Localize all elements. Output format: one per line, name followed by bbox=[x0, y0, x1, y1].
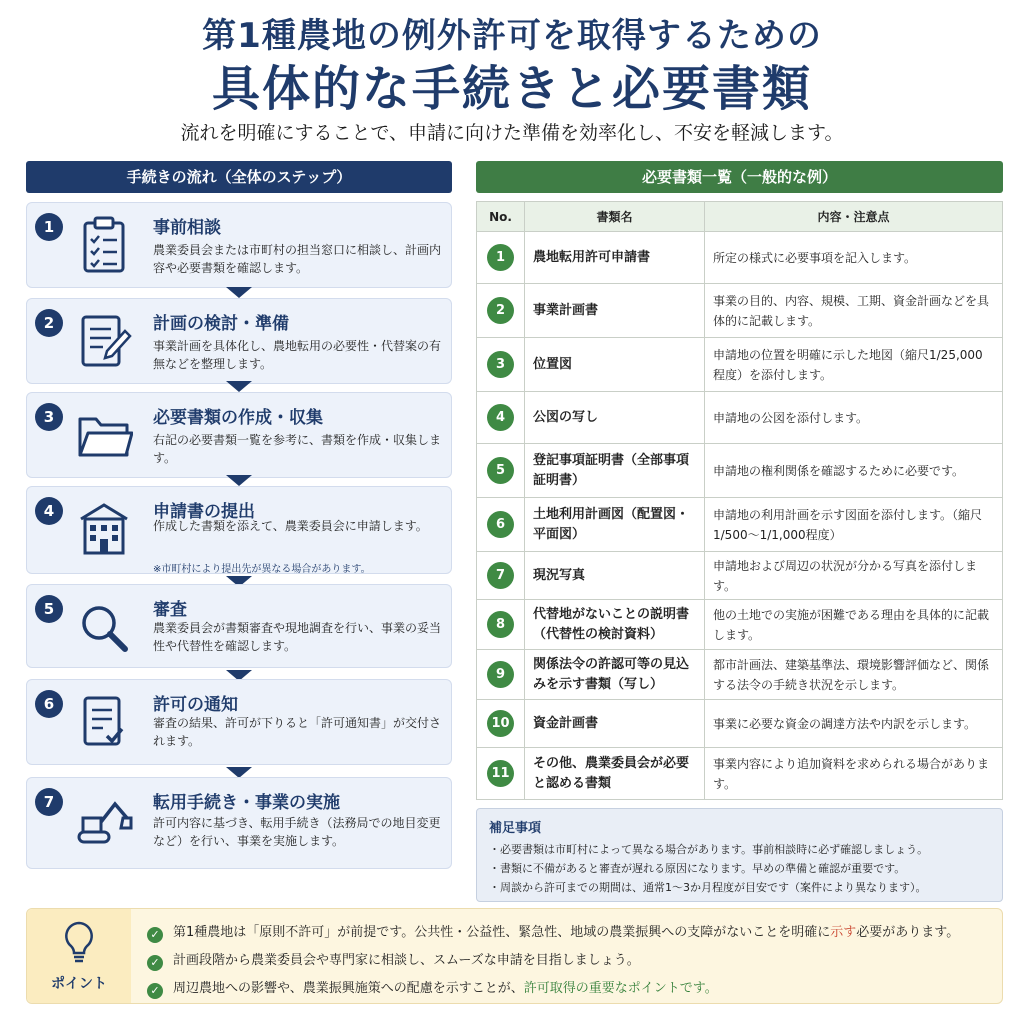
steps-heading: 手続きの流れ（全体のステップ） bbox=[26, 161, 452, 193]
step-title: 許可の通知 bbox=[153, 695, 238, 715]
point-text: 計画段階から農業委員会や専門家に相談し、スムーズな申請を目指しましょう。 bbox=[173, 953, 640, 968]
subtitle: 流れを明確にすることで、申請に向けた準備を効率化し、不安を軽減します。 bbox=[180, 122, 844, 144]
column-header: 書類名 bbox=[525, 202, 705, 232]
doc-description: 事業に必要な資金の調達方法や内訳を示します。 bbox=[705, 700, 1003, 748]
docs-heading: 必要書類一覧（一般的な例） bbox=[476, 161, 1003, 193]
doc-name: 位置図 bbox=[525, 338, 705, 392]
step-note: ※市町村により提出先が異なる場合があります。 bbox=[153, 564, 371, 575]
row-number: 8 bbox=[487, 611, 514, 638]
step-title: 事前相談 bbox=[153, 218, 221, 238]
table-row bbox=[477, 338, 1003, 392]
check-icon: ✓ bbox=[147, 983, 163, 999]
point-side bbox=[27, 909, 131, 1003]
doc-description: 申請地の位置を明確に示した地図（縮尺1/25,000程度）を添付します。 bbox=[705, 338, 1003, 392]
docs-table bbox=[476, 201, 1003, 800]
row-number: 6 bbox=[487, 511, 514, 538]
step-number: 4 bbox=[35, 497, 63, 525]
step-title: 転用手続き・事業の実施 bbox=[153, 793, 340, 813]
step-4 bbox=[26, 486, 452, 574]
row-number: 4 bbox=[487, 404, 514, 431]
clipboard-icon bbox=[75, 215, 133, 275]
point-text: 第1種農地は「原則不許可」が前提です。公共性・公益性、緊急性、地域の農業振興への支障がないことを明確に bbox=[173, 925, 831, 940]
step-title: 申請書の提出 bbox=[153, 502, 255, 522]
folder-icon bbox=[75, 405, 133, 465]
step-description: 許可内容に基づき、転用手続き（法務局での地目変更など）を行い、事業を実施します。 bbox=[153, 816, 441, 848]
step-description: 審査の結果、許可が下りると「許可通知書」が交付されます。 bbox=[153, 716, 442, 748]
point-text: 周辺農地への影響や、農業振興施策への配慮を示すことが、 bbox=[173, 981, 524, 996]
step-title: 審査 bbox=[153, 600, 187, 620]
step-description: 農業委員会または市町村の担当窓口に相談し、計画内容や必要書類を確認します。 bbox=[153, 243, 442, 275]
doc-description: 都市計画法、建築基準法、環境影響評価など、関係する法令の手続き状況を示します。 bbox=[705, 650, 1003, 700]
step-description: 作成した書類を添えて、農業委員会に申請します。 bbox=[153, 519, 428, 533]
row-number: 5 bbox=[487, 457, 514, 484]
doc-name: 土地利用計画図（配置図・平面図） bbox=[525, 498, 705, 552]
row-number: 1 bbox=[487, 244, 514, 271]
doc-description: 申請地の公図を添付します。 bbox=[705, 392, 1003, 444]
supplement-line: ・必要書類は市町村によって異なる場合があります。事前相談時に必ず確認しましょう。 bbox=[489, 843, 929, 856]
step-5 bbox=[26, 584, 452, 668]
row-number: 9 bbox=[487, 661, 514, 688]
building-icon bbox=[75, 499, 133, 559]
table-row bbox=[477, 232, 1003, 284]
step-2 bbox=[26, 298, 452, 384]
magnifier-icon bbox=[75, 597, 133, 657]
doc-name: 資金計画書 bbox=[525, 700, 705, 748]
row-number: 10 bbox=[487, 710, 514, 737]
table-row bbox=[477, 700, 1003, 748]
doc-name: 代替地がないことの説明書（代替性の検討資料） bbox=[525, 600, 705, 650]
doc-name: 関係法令の許認可等の見込みを示す書類（写し） bbox=[525, 650, 705, 700]
step-number: 1 bbox=[35, 213, 63, 241]
table-row bbox=[477, 284, 1003, 338]
step-7 bbox=[26, 777, 452, 869]
table-row bbox=[477, 498, 1003, 552]
doc-description: 事業の目的、内容、規模、工期、資金計画などを具体的に記載します。 bbox=[705, 284, 1003, 338]
point-line-2 bbox=[147, 949, 640, 971]
column-header: No. bbox=[477, 202, 525, 232]
supplement-line: ・周談から許可までの期間は、通常1〜3か月程度が目安です（案件により異なります）。 bbox=[489, 881, 927, 894]
doc-name: 事業計画書 bbox=[525, 284, 705, 338]
supplement-box bbox=[476, 808, 1003, 902]
step-number: 6 bbox=[35, 690, 63, 718]
step-description: 右記の必要書類一覧を参考に、書類を作成・収集します。 bbox=[153, 433, 442, 465]
lightbulb-icon bbox=[61, 919, 97, 965]
down-arrow-icon bbox=[226, 475, 252, 486]
check-icon: ✓ bbox=[147, 955, 163, 971]
doc-description: 申請地の権利関係を確認するために必要です。 bbox=[705, 444, 1003, 498]
title-line-1: 第1種農地の例外許可を取得するための bbox=[202, 16, 822, 56]
doc-name: その他、農業委員会が必要と認める書類 bbox=[525, 748, 705, 800]
table-row bbox=[477, 600, 1003, 650]
check-icon: ✓ bbox=[147, 927, 163, 943]
step-1 bbox=[26, 202, 452, 288]
step-description: 農業委員会が書類審査や現地調査を行い、事業の妥当性や代替性を確認します。 bbox=[153, 621, 442, 653]
title-line-2: 具体的な手続きと必要書類 bbox=[211, 61, 812, 117]
table-row bbox=[477, 444, 1003, 498]
doc-description: 所定の様式に必要事項を記入します。 bbox=[705, 232, 1003, 284]
column-header: 内容・注意点 bbox=[705, 202, 1003, 232]
doc-description: 申請地の利用計画を示す図面を添付します。（縮尺1/500〜1/1,000程度） bbox=[705, 498, 1003, 552]
down-arrow-icon bbox=[226, 287, 252, 298]
point-highlight: 示す bbox=[830, 925, 857, 940]
point-highlight: 許可取得の重要なポイントです。 bbox=[523, 981, 718, 996]
step-description: 事業計画を具体化し、農地転用の必要性・代替案の有無などを整理します。 bbox=[153, 339, 442, 371]
row-number: 2 bbox=[487, 297, 514, 324]
step-number: 2 bbox=[35, 309, 63, 337]
point-line-3 bbox=[147, 977, 718, 999]
table-row bbox=[477, 392, 1003, 444]
row-number: 3 bbox=[487, 351, 514, 378]
doc-name: 農地転用許可申請書 bbox=[525, 232, 705, 284]
point-text: 必要があります。 bbox=[856, 925, 960, 940]
doc-name: 公図の写し bbox=[525, 392, 705, 444]
row-number: 11 bbox=[487, 760, 514, 787]
step-number: 7 bbox=[35, 788, 63, 816]
step-6 bbox=[26, 679, 452, 765]
row-number: 7 bbox=[487, 562, 514, 589]
doc-name: 登記事項証明書（全部事項証明書） bbox=[525, 444, 705, 498]
approved-document-icon bbox=[75, 692, 133, 752]
step-title: 必要書類の作成・収集 bbox=[153, 408, 323, 428]
doc-name: 現況写真 bbox=[525, 552, 705, 600]
step-title: 計画の検討・準備 bbox=[153, 314, 289, 334]
table-row bbox=[477, 748, 1003, 800]
table-row bbox=[477, 552, 1003, 600]
point-box bbox=[26, 908, 1003, 1004]
table-row bbox=[477, 650, 1003, 700]
point-line-1 bbox=[147, 921, 959, 943]
down-arrow-icon bbox=[226, 381, 252, 392]
supplement-line: ・書類に不備があると審査が遅れる原因になります。早めの準備と確認が重要です。 bbox=[489, 862, 906, 875]
doc-description: 申請地および周辺の状況が分かる写真を添付します。 bbox=[705, 552, 1003, 600]
step-3 bbox=[26, 392, 452, 478]
doc-description: 事業内容により追加資料を求められる場合があります。 bbox=[705, 748, 1003, 800]
doc-description: 他の土地での実施が困難である理由を具体的に記載します。 bbox=[705, 600, 1003, 650]
step-number: 3 bbox=[35, 403, 63, 431]
supplement-title: 補足事項 bbox=[489, 821, 542, 836]
point-label: ポイント bbox=[51, 976, 107, 992]
step-number: 5 bbox=[35, 595, 63, 623]
excavator-icon bbox=[75, 790, 133, 850]
document-pen-icon bbox=[75, 311, 133, 371]
